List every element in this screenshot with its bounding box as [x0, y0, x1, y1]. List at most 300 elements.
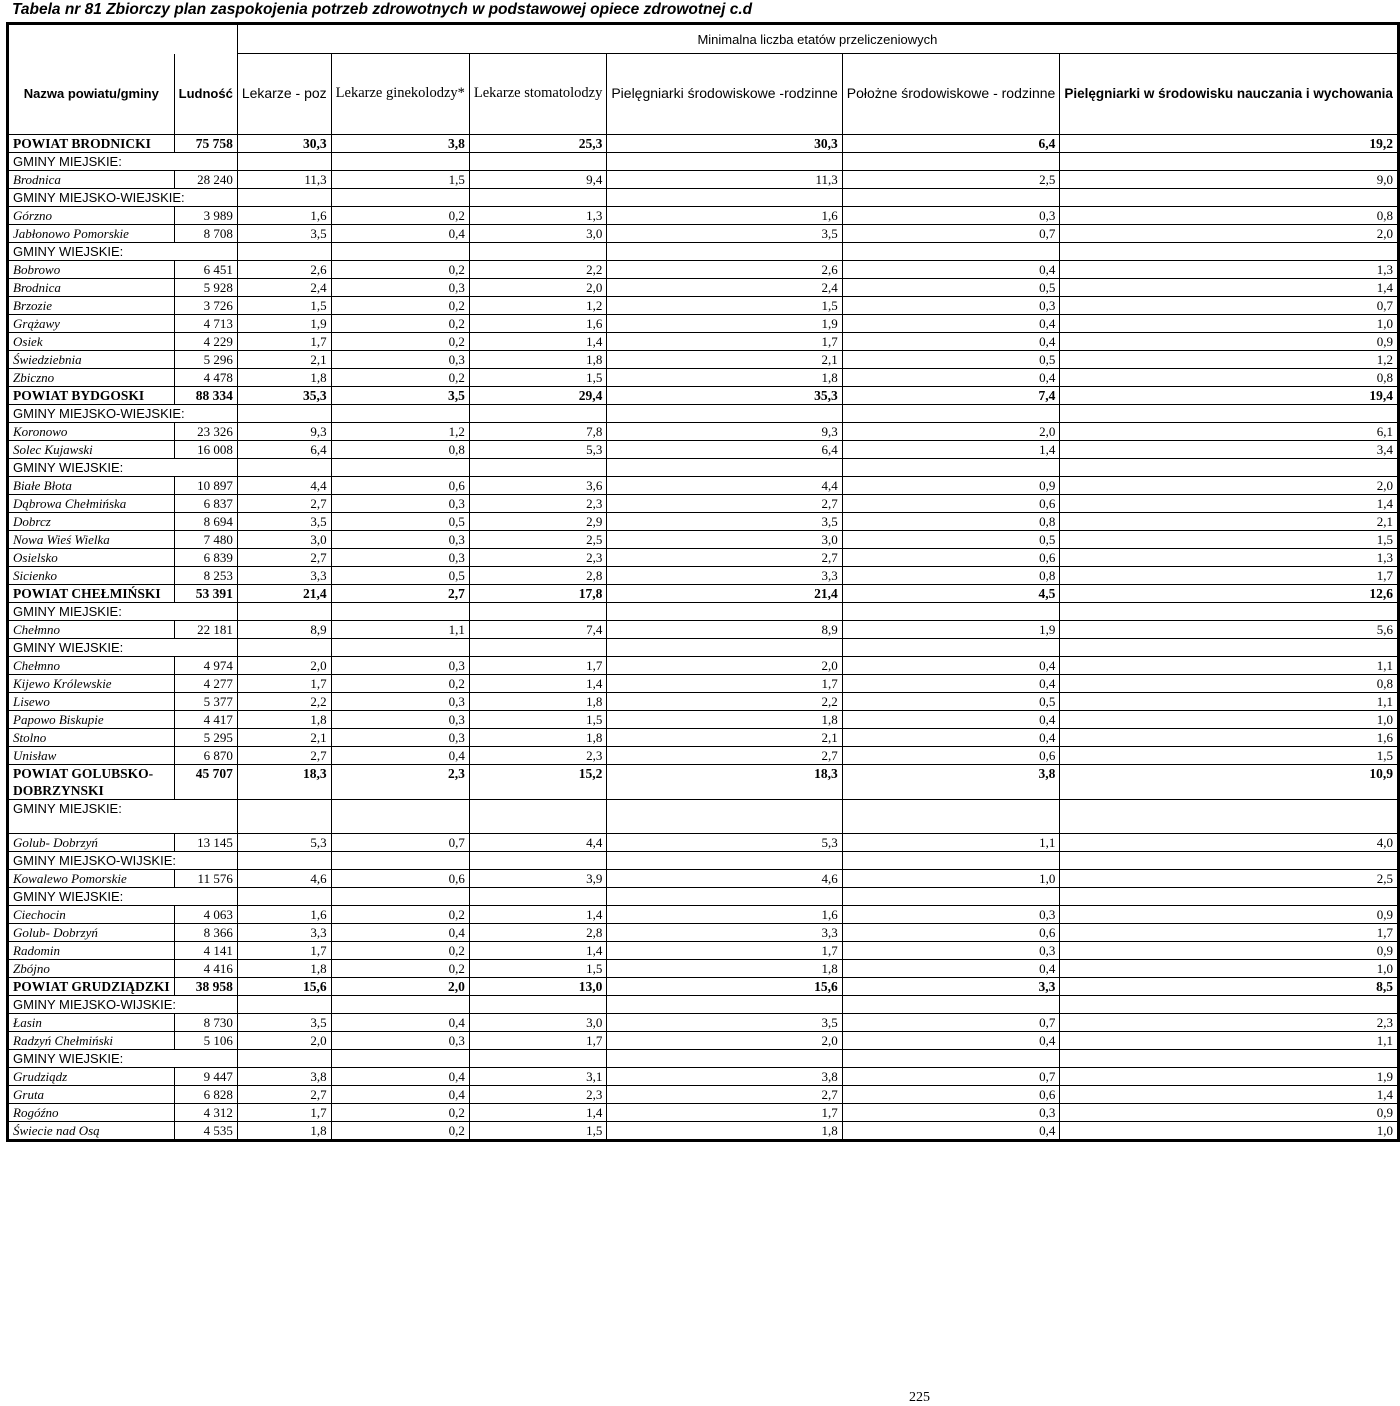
population-cell: 6 828	[174, 1085, 237, 1103]
value-cell: 2,7	[331, 584, 469, 602]
table-row	[8, 368, 1399, 386]
row-name: POWIAT CHEŁMIŃSKI	[8, 584, 175, 602]
value-cell: 15,2	[469, 764, 606, 799]
value-cell: 1,3	[1060, 548, 1399, 566]
value-cell: 0,4	[842, 674, 1060, 692]
empty-cell	[842, 995, 1060, 1013]
population-cell: 28 240	[174, 170, 237, 188]
value-cell: 15,6	[607, 977, 842, 995]
row-name: Golub- Dobrzyń	[8, 833, 175, 851]
population-cell: 4 974	[174, 656, 237, 674]
table-row	[8, 674, 1399, 692]
empty-cell	[607, 152, 842, 170]
row-name: GMINY MIEJSKIE:	[8, 602, 238, 620]
value-cell: 3,0	[469, 224, 606, 242]
empty-cell	[237, 638, 331, 656]
table-row	[8, 620, 1399, 638]
header-pielegniarki-nauczania: Pielęgniarki w środowisku nauczania i wychowania	[1060, 54, 1399, 135]
value-cell: 1,4	[469, 905, 606, 923]
row-name: GMINY WIEJSKIE:	[8, 887, 238, 905]
population-cell: 6 451	[174, 260, 237, 278]
value-cell: 1,5	[331, 170, 469, 188]
value-cell: 2,3	[469, 548, 606, 566]
value-cell: 1,4	[469, 1103, 606, 1121]
value-cell: 1,6	[237, 206, 331, 224]
value-cell: 3,3	[842, 977, 1060, 995]
value-cell: 0,3	[842, 905, 1060, 923]
row-name: Świecie nad Osą	[8, 1121, 175, 1140]
table-row	[8, 134, 1399, 152]
table-row	[8, 851, 1399, 869]
value-cell: 6,4	[237, 440, 331, 458]
value-cell: 4,5	[842, 584, 1060, 602]
value-cell: 5,3	[237, 833, 331, 851]
value-cell: 2,7	[237, 548, 331, 566]
value-cell: 3,4	[1060, 440, 1399, 458]
value-cell: 0,5	[842, 692, 1060, 710]
population-cell: 4 417	[174, 710, 237, 728]
value-cell: 13,0	[469, 977, 606, 995]
value-cell: 3,5	[237, 512, 331, 530]
population-cell: 4 063	[174, 905, 237, 923]
value-cell: 2,2	[469, 260, 606, 278]
value-cell: 7,4	[469, 620, 606, 638]
table-row	[8, 458, 1399, 476]
value-cell: 1,5	[469, 959, 606, 977]
value-cell: 1,6	[469, 314, 606, 332]
population-cell: 16 008	[174, 440, 237, 458]
value-cell: 2,4	[237, 278, 331, 296]
table-row	[8, 764, 1399, 799]
value-cell: 0,4	[331, 224, 469, 242]
row-name: Osiek	[8, 332, 175, 350]
value-cell: 2,8	[469, 566, 606, 584]
empty-cell	[842, 638, 1060, 656]
table-row	[8, 833, 1399, 851]
table-row	[8, 710, 1399, 728]
value-cell: 0,8	[1060, 206, 1399, 224]
table-row	[8, 530, 1399, 548]
table-row	[8, 206, 1399, 224]
row-name: Koronowo	[8, 422, 175, 440]
value-cell: 3,5	[237, 1013, 331, 1031]
value-cell: 2,3	[469, 1085, 606, 1103]
value-cell: 35,3	[607, 386, 842, 404]
value-cell: 0,3	[331, 494, 469, 512]
empty-cell	[469, 1049, 606, 1067]
value-cell: 3,9	[469, 869, 606, 887]
value-cell: 21,4	[607, 584, 842, 602]
table-row	[8, 602, 1399, 620]
value-cell: 1,5	[1060, 746, 1399, 764]
row-name: Zbójno	[8, 959, 175, 977]
value-cell: 1,2	[469, 296, 606, 314]
population-cell: 5 377	[174, 692, 237, 710]
value-cell: 0,2	[331, 314, 469, 332]
empty-cell	[469, 152, 606, 170]
table-title: Tabela nr 81 Zbiorczy plan zaspokojenia potrzeb zdrowotnych w podstawowej opiece zdrowotnej c.d	[12, 1, 753, 18]
population-cell: 4 478	[174, 368, 237, 386]
empty-cell	[331, 1049, 469, 1067]
value-cell: 8,5	[1060, 977, 1399, 995]
population-cell: 5 106	[174, 1031, 237, 1049]
value-cell: 0,2	[331, 1103, 469, 1121]
table-row	[8, 548, 1399, 566]
value-cell: 3,3	[237, 923, 331, 941]
value-cell: 0,4	[331, 1013, 469, 1031]
value-cell: 0,3	[331, 656, 469, 674]
empty-cell	[607, 638, 842, 656]
population-cell: 8 708	[174, 224, 237, 242]
table-row	[8, 1013, 1399, 1031]
value-cell: 1,7	[469, 1031, 606, 1049]
row-name: GMINY MIEJSKO-WIJSKIE:	[8, 995, 238, 1013]
value-cell: 0,2	[331, 206, 469, 224]
population-cell: 11 576	[174, 869, 237, 887]
header-lekarze-stomatolodzy: Lekarze stomatolodzy	[469, 54, 606, 135]
population-cell: 88 334	[174, 386, 237, 404]
value-cell: 2,0	[607, 1031, 842, 1049]
value-cell: 0,2	[331, 905, 469, 923]
table-row	[8, 314, 1399, 332]
empty-cell	[237, 602, 331, 620]
value-cell: 4,0	[1060, 833, 1399, 851]
value-cell: 1,1	[331, 620, 469, 638]
table-row	[8, 170, 1399, 188]
table-row	[8, 332, 1399, 350]
row-name: Chełmno	[8, 656, 175, 674]
value-cell: 2,0	[842, 422, 1060, 440]
value-cell: 1,8	[469, 728, 606, 746]
value-cell: 3,0	[607, 530, 842, 548]
population-cell: 75 758	[174, 134, 237, 152]
population-cell: 8 694	[174, 512, 237, 530]
value-cell: 1,0	[1060, 1121, 1399, 1140]
population-cell: 4 713	[174, 314, 237, 332]
row-name: GMINY WIEJSKIE:	[8, 242, 238, 260]
value-cell: 6,4	[607, 440, 842, 458]
row-name: GMINY MIEJSKIE:	[8, 799, 238, 833]
value-cell: 1,9	[1060, 1067, 1399, 1085]
value-cell: 1,7	[237, 332, 331, 350]
population-cell: 53 391	[174, 584, 237, 602]
value-cell: 1,7	[607, 1103, 842, 1121]
header-pielegniarki-srodowiskowe: Pielęgniarki środowiskowe -rodzinne	[607, 54, 842, 135]
empty-cell	[237, 458, 331, 476]
value-cell: 2,5	[1060, 869, 1399, 887]
population-cell: 45 707	[174, 764, 237, 799]
empty-cell	[607, 851, 842, 869]
empty-cell	[607, 887, 842, 905]
empty-cell	[469, 458, 606, 476]
table-row	[8, 494, 1399, 512]
value-cell: 0,7	[842, 1067, 1060, 1085]
value-cell: 0,5	[331, 512, 469, 530]
table-row	[8, 1085, 1399, 1103]
empty-cell	[842, 799, 1060, 833]
value-cell: 1,0	[1060, 959, 1399, 977]
value-cell: 4,4	[237, 476, 331, 494]
table-row	[8, 1049, 1399, 1067]
value-cell: 3,5	[607, 224, 842, 242]
row-name: POWIAT BRODNICKI	[8, 134, 175, 152]
value-cell: 2,3	[469, 746, 606, 764]
row-name: Jabłonowo Pomorskie	[8, 224, 175, 242]
value-cell: 1,4	[1060, 278, 1399, 296]
value-cell: 0,3	[331, 692, 469, 710]
value-cell: 0,4	[842, 1121, 1060, 1140]
row-name: Radomin	[8, 941, 175, 959]
value-cell: 1,3	[1060, 260, 1399, 278]
value-cell: 3,5	[237, 224, 331, 242]
value-cell: 1,7	[469, 656, 606, 674]
empty-cell	[1060, 995, 1399, 1013]
value-cell: 2,5	[469, 530, 606, 548]
row-name: Dąbrowa Chełmińska	[8, 494, 175, 512]
value-cell: 18,3	[237, 764, 331, 799]
value-cell: 2,3	[469, 494, 606, 512]
row-name: GMINY MIEJSKO-WIEJSKIE:	[8, 188, 238, 206]
value-cell: 1,8	[237, 959, 331, 977]
value-cell: 0,4	[842, 656, 1060, 674]
population-cell: 8 253	[174, 566, 237, 584]
value-cell: 8,9	[607, 620, 842, 638]
empty-cell	[1060, 404, 1399, 422]
value-cell: 2,9	[469, 512, 606, 530]
empty-cell	[469, 995, 606, 1013]
value-cell: 2,2	[237, 692, 331, 710]
row-name: Dobrcz	[8, 512, 175, 530]
value-cell: 1,8	[237, 1121, 331, 1140]
value-cell: 3,0	[469, 1013, 606, 1031]
empty-cell	[607, 602, 842, 620]
population-cell: 5 295	[174, 728, 237, 746]
value-cell: 19,4	[1060, 386, 1399, 404]
value-cell: 1,4	[469, 674, 606, 692]
table-row	[8, 1103, 1399, 1121]
value-cell: 3,8	[237, 1067, 331, 1085]
table-row	[8, 692, 1399, 710]
value-cell: 0,4	[331, 923, 469, 941]
value-cell: 2,5	[842, 170, 1060, 188]
empty-cell	[237, 152, 331, 170]
value-cell: 0,4	[331, 746, 469, 764]
health-plan-table	[6, 22, 1400, 1142]
value-cell: 1,6	[607, 905, 842, 923]
value-cell: 0,3	[331, 530, 469, 548]
empty-cell	[607, 1049, 842, 1067]
value-cell: 0,4	[331, 1067, 469, 1085]
empty-cell	[1060, 887, 1399, 905]
value-cell: 1,9	[607, 314, 842, 332]
value-cell: 1,7	[1060, 566, 1399, 584]
value-cell: 2,6	[607, 260, 842, 278]
table-row	[8, 476, 1399, 494]
population-cell: 6 839	[174, 548, 237, 566]
value-cell: 2,2	[607, 692, 842, 710]
value-cell: 2,0	[237, 656, 331, 674]
value-cell: 0,6	[842, 494, 1060, 512]
value-cell: 0,2	[331, 674, 469, 692]
empty-cell	[1060, 1049, 1399, 1067]
table-row	[8, 386, 1399, 404]
table-row	[8, 959, 1399, 977]
table-row	[8, 242, 1399, 260]
population-cell: 13 145	[174, 833, 237, 851]
population-cell: 4 312	[174, 1103, 237, 1121]
value-cell: 1,7	[1060, 923, 1399, 941]
value-cell: 0,5	[331, 566, 469, 584]
value-cell: 25,3	[469, 134, 606, 152]
value-cell: 0,2	[331, 959, 469, 977]
value-cell: 1,5	[1060, 530, 1399, 548]
empty-cell	[842, 242, 1060, 260]
table-row	[8, 350, 1399, 368]
value-cell: 1,9	[237, 314, 331, 332]
value-cell: 9,4	[469, 170, 606, 188]
value-cell: 0,4	[842, 314, 1060, 332]
value-cell: 35,3	[237, 386, 331, 404]
value-cell: 0,7	[842, 1013, 1060, 1031]
value-cell: 1,8	[469, 692, 606, 710]
table-row	[8, 188, 1399, 206]
table-row	[8, 224, 1399, 242]
value-cell: 19,2	[1060, 134, 1399, 152]
row-name: GMINY WIEJSKIE:	[8, 638, 238, 656]
empty-cell	[842, 851, 1060, 869]
value-cell: 3,0	[237, 530, 331, 548]
table-row	[8, 512, 1399, 530]
header-population: Ludność	[174, 54, 237, 135]
table-row	[8, 404, 1399, 422]
empty-cell	[1060, 851, 1399, 869]
value-cell: 2,1	[237, 728, 331, 746]
empty-cell	[469, 242, 606, 260]
empty-cell	[842, 458, 1060, 476]
row-name: Górzno	[8, 206, 175, 224]
empty-cell	[842, 602, 1060, 620]
table-row	[8, 638, 1399, 656]
value-cell: 30,3	[607, 134, 842, 152]
value-cell: 1,7	[237, 674, 331, 692]
value-cell: 0,4	[842, 260, 1060, 278]
empty-cell	[1060, 458, 1399, 476]
value-cell: 4,4	[607, 476, 842, 494]
value-cell: 0,3	[331, 710, 469, 728]
value-cell: 0,6	[842, 923, 1060, 941]
empty-cell	[331, 404, 469, 422]
population-cell: 4 535	[174, 1121, 237, 1140]
value-cell: 7,8	[469, 422, 606, 440]
value-cell: 1,5	[607, 296, 842, 314]
value-cell: 1,5	[469, 368, 606, 386]
value-cell: 1,8	[607, 368, 842, 386]
value-cell: 2,7	[237, 494, 331, 512]
empty-cell	[842, 1049, 1060, 1067]
value-cell: 0,6	[331, 869, 469, 887]
value-cell: 1,7	[237, 941, 331, 959]
value-cell: 5,3	[607, 833, 842, 851]
population-cell: 23 326	[174, 422, 237, 440]
value-cell: 2,0	[607, 656, 842, 674]
page-number: 225	[909, 1390, 930, 1405]
value-cell: 0,5	[842, 278, 1060, 296]
empty-cell	[469, 851, 606, 869]
value-cell: 10,9	[1060, 764, 1399, 799]
table-row	[8, 584, 1399, 602]
value-cell: 0,3	[331, 278, 469, 296]
value-cell: 5,6	[1060, 620, 1399, 638]
row-name: GMINY MIEJSKO-WIJSKIE:	[8, 851, 238, 869]
table-row	[8, 296, 1399, 314]
row-name: GMINY WIEJSKIE:	[8, 458, 238, 476]
empty-cell	[469, 602, 606, 620]
value-cell: 2,0	[469, 278, 606, 296]
value-cell: 0,7	[842, 224, 1060, 242]
value-cell: 0,8	[842, 512, 1060, 530]
value-cell: 9,0	[1060, 170, 1399, 188]
value-cell: 6,1	[1060, 422, 1399, 440]
table-row	[8, 941, 1399, 959]
table-row	[8, 977, 1399, 995]
table-row	[8, 440, 1399, 458]
row-name: Lisewo	[8, 692, 175, 710]
value-cell: 17,8	[469, 584, 606, 602]
table-row	[8, 887, 1399, 905]
value-cell: 2,3	[331, 764, 469, 799]
value-cell: 2,0	[1060, 224, 1399, 242]
value-cell: 1,6	[607, 206, 842, 224]
value-cell: 8,9	[237, 620, 331, 638]
value-cell: 1,8	[469, 350, 606, 368]
row-name: Brzozie	[8, 296, 175, 314]
value-cell: 2,8	[469, 923, 606, 941]
value-cell: 0,6	[842, 1085, 1060, 1103]
value-cell: 0,4	[842, 959, 1060, 977]
row-name: POWIAT GRUDZIĄDZKI	[8, 977, 175, 995]
value-cell: 0,5	[842, 350, 1060, 368]
empty-cell	[331, 799, 469, 833]
value-cell: 0,9	[1060, 905, 1399, 923]
population-cell: 6 870	[174, 746, 237, 764]
empty-cell	[469, 404, 606, 422]
value-cell: 0,2	[331, 332, 469, 350]
value-cell: 15,6	[237, 977, 331, 995]
row-name: Gruta	[8, 1085, 175, 1103]
value-cell: 1,7	[607, 941, 842, 959]
empty-cell	[469, 887, 606, 905]
empty-cell	[331, 242, 469, 260]
header-name: Nazwa powiatu/gminy	[8, 54, 175, 135]
row-name: Nowa Wieś Wielka	[8, 530, 175, 548]
value-cell: 1,9	[842, 620, 1060, 638]
value-cell: 0,3	[842, 296, 1060, 314]
value-cell: 7,4	[842, 386, 1060, 404]
value-cell: 3,8	[842, 764, 1060, 799]
population-cell: 4 277	[174, 674, 237, 692]
empty-cell	[331, 602, 469, 620]
empty-cell	[1060, 602, 1399, 620]
value-cell: 1,4	[469, 332, 606, 350]
row-name: Chełmno	[8, 620, 175, 638]
empty-cell	[1060, 152, 1399, 170]
value-cell: 2,1	[237, 350, 331, 368]
value-cell: 0,3	[842, 206, 1060, 224]
row-name: Radzyń Chełmiński	[8, 1031, 175, 1049]
table-row	[8, 566, 1399, 584]
value-cell: 2,0	[331, 977, 469, 995]
value-cell: 0,4	[842, 368, 1060, 386]
